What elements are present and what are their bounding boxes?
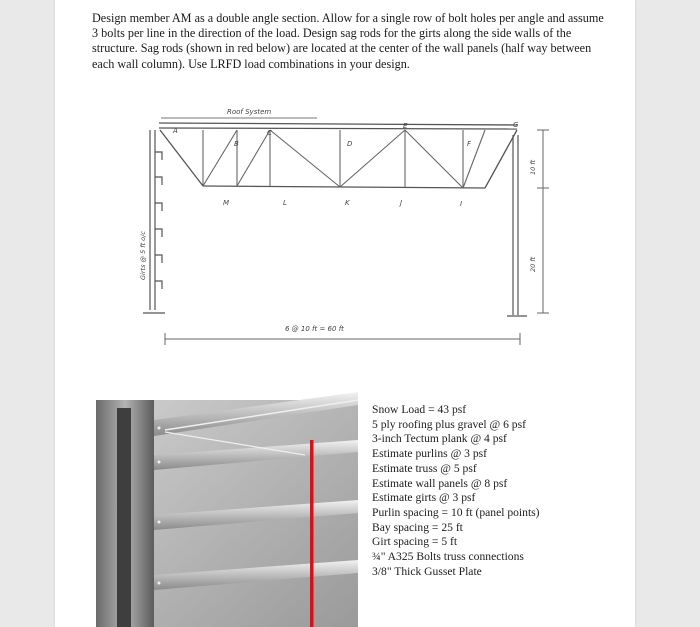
load-list <box>372 403 632 579</box>
svg-text:G: G <box>513 121 519 129</box>
load-item: 3-inch Tectum plank @ 4 psf <box>372 432 507 446</box>
problem-text: Design member AM as a double angle section. Allow for a single row of bolt holes per angle and assume 3 bolts per line in the direction of the load. Design sag rods for the girts along the side walls of the structure. Sag rods (shown in red below) are located at the center of the wall panels (half way between each wall column). Use LRFD load combinations in your design. <box>92 11 604 71</box>
load-item: Bay spacing = 25 ft <box>372 520 463 534</box>
svg-text:L: L <box>283 199 287 207</box>
load-item: 5 ply roofing plus gravel @ 6 psf <box>372 417 526 431</box>
sag-rod <box>310 440 314 627</box>
span-dimension: 6 @ 10 ft = 60 ft <box>285 325 344 333</box>
load-item: Snow Load = 43 psf <box>372 403 467 416</box>
girt-spacing-note: Girts @ 5 ft o/c <box>139 231 147 280</box>
dim-10ft: 10 ft <box>529 159 537 175</box>
load-item: Estimate truss @ 5 psf <box>372 461 477 475</box>
roof-system-label: Roof System <box>227 108 272 116</box>
dim-20ft: 20 ft <box>529 256 537 272</box>
svg-text:M: M <box>223 199 230 207</box>
svg-text:A: A <box>173 127 178 135</box>
svg-text:C: C <box>267 129 272 137</box>
document-page <box>55 0 635 627</box>
load-item: Estimate wall panels @ 8 psf <box>372 476 508 490</box>
load-item: Estimate girts @ 3 psf <box>372 491 476 505</box>
svg-text:K: K <box>345 199 350 207</box>
svg-text:E: E <box>403 122 408 130</box>
load-item: ¾" A325 Bolts truss connections <box>372 550 524 564</box>
load-item: Estimate purlins @ 3 psf <box>372 447 488 461</box>
svg-text:B: B <box>234 140 239 148</box>
svg-text:D: D <box>347 140 353 148</box>
load-item: Girt spacing = 5 ft <box>372 535 458 549</box>
load-item: Purlin spacing = 10 ft (panel points) <box>372 505 540 519</box>
svg-text:F: F <box>467 140 472 148</box>
svg-text:J: J <box>400 199 403 207</box>
load-item: 3/8" Thick Gusset Plate <box>372 564 482 578</box>
svg-text:I: I <box>460 200 463 208</box>
